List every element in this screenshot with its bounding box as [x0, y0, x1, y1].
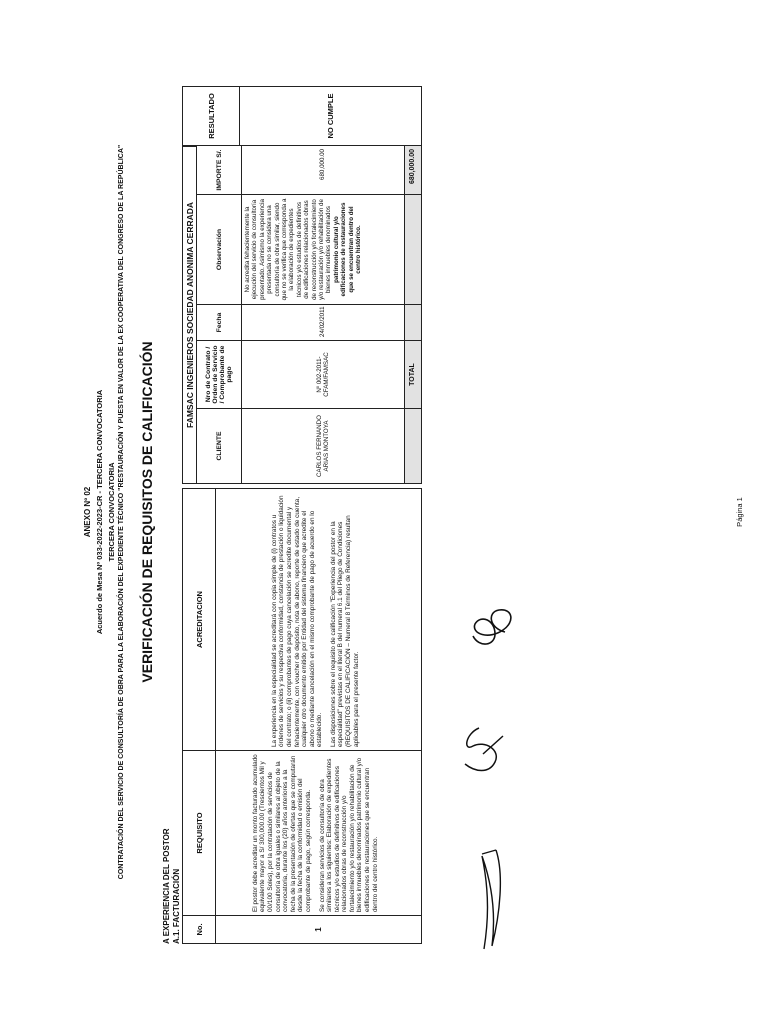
signature-loop: [465, 599, 525, 654]
total-empty-cell: [405, 305, 422, 341]
header-amount: IMPORTE S/.: [197, 146, 242, 195]
header-client: CLIENTE: [197, 409, 242, 484]
header-observation: Observación: [197, 195, 242, 305]
accreditation-cell: [216, 489, 422, 751]
total-row: [405, 146, 422, 484]
total-label: TOTAL: [405, 341, 422, 409]
contract-description: CONTRATACIÓN DEL SERVICIO DE CONSULTORÍA DE OBRA PARA LA ELABORACIÓN DEL EXPEDIENTE TÉCNICO "RESTAURACIÓN Y PUESTA EN VALOR DE LA EX COOPERATIVA DEL CONGRESO DE LA REPÚBLICA": [118, 144, 125, 880]
header-result: RESULTADO: [183, 87, 240, 146]
requirement-paragraph-2: Se consideran servicios de consultoría de obra similares a los siguientes: Elaboración de expedientes técnicos y/o estudios de definitivos de edificaciones relacionados obras de reconstrucción y/o fortalecimiento y/o restauración y/o rehabilitación de bienes inmuebles denominados patrimonio cultural y/o edificaciones de restauraciones que se encuentran dentro del centro histórico.: [318, 757, 379, 912]
total-amount: 680,000.00: [405, 146, 422, 195]
requirements-header-row: [183, 489, 216, 944]
accreditation-paragraph-2: Las disposiciones sobre el requisito de calificación "Experiencia del postor en la especialidad" previstas en el literal B del numeral 6.1 del Pliego de Condiciones (REQUISITOS DE CALIFICACIÓN – Numeral 8 Términos de Referencia) resultan aplicables para el presente factor.: [329, 515, 360, 747]
requirement-paragraph-1: El postor debe acreditar un monto facturado acumulado equivalente mayor a S/ 300,000.00 (Trescientos Mil y 00/100 Soles), por la contratación de servicios de consultoría de obra iguales o similares al objeto de la convocatoria, durante los (20) años anteriores a la fecha de la presentación de ofertas que se computarán desde la fecha de la conformidad o emisión del comprobante de pago, según corresponda.: [251, 754, 312, 912]
requirements-table: [182, 488, 422, 944]
header-date: Fecha: [197, 305, 242, 341]
total-empty-cell: [405, 409, 422, 484]
table-row: [240, 87, 422, 146]
client-header-row: [197, 146, 242, 484]
requirement-cell: [216, 751, 422, 916]
table-row: [242, 146, 405, 484]
agreement-line: Acuerdo de Mesa Nº 033-2022-2023-CR - TERCERA CONVOCATORIA: [95, 389, 104, 635]
page-number: Página 1: [735, 497, 744, 527]
row-number: 1: [216, 916, 422, 944]
observation-cell: [242, 195, 405, 305]
result-status: NO CUMPLE: [240, 87, 422, 146]
date-cell: 24/02/2011: [242, 305, 405, 341]
section-title: A EXPERIENCIA DEL POSTOR: [162, 828, 171, 944]
convocation-line: TERCERA CONVOCATORIA: [107, 462, 116, 562]
accreditation-paragraph-1: La experiencia en la especialidad se acreditará con copia simple de (i) contratos u órdenes de servicios y su respectiva conformidad, constancia de prestación o liquidación del contrato; o (ii) comprobantes de pago cuya cancelación se acredite documental y fehacientemente, con voucher de depósito, nota de abono, reporte de estado de cuenta, cualquier otro documento emitido por Entidad del sistema financiero que acredite el abono o mediante cancelación en el mismo comprobante de pago de acuerdo en lo establecido.: [270, 495, 324, 747]
observation-text: No acredita fehacientemente la ejecución del servicio de consultoría presentado. Asimismo la experiencia presentada no se considera una consultoría de obra similar, siendo que no se verifica que corresponda a la elaboración de expedientes técnicos y/o estudios de definitivos de edificaciones relacionados obras de reconstrucción y/o fortalecimiento y/o restauración y/o rehabilitación de bienes inmuebles denominados: [244, 198, 333, 301]
header-contract: Nro de Contrato / Orden de Servicio / Comprobante de pago: [197, 341, 242, 409]
result-table: [182, 86, 422, 146]
result-header-row: [183, 87, 240, 146]
page-title: VERIFICACIÓN DE REQUISITOS DE CALIFICACIÓN: [139, 341, 155, 683]
contract-cell: Nº 002-2011-CFAM/FAMSAC: [242, 341, 405, 409]
annex-title: ANEXO Nº 02: [83, 486, 92, 538]
client-table: [196, 145, 422, 484]
table-row: [216, 489, 422, 944]
amount-cell: 680,000.00: [242, 146, 405, 195]
signature-initial: [455, 714, 510, 784]
company-section: [182, 146, 422, 484]
header-no: No.: [183, 916, 216, 944]
header-accreditation: ACREDITACION: [183, 489, 216, 751]
subsection-title: A.1. FACTURACIÓN: [172, 868, 181, 944]
header-requirement: REQUISITO: [183, 751, 216, 916]
observation-bold-text: patrimonio cultural y/o edificaciones de restauraciones que se encuentran dentro del centro histórico.: [332, 202, 363, 297]
signature-long-stroke: [462, 844, 522, 954]
client-cell: CARLOS FERNANDO ARIAS MONTOYA: [242, 409, 405, 484]
total-empty-cell: [405, 195, 422, 305]
company-name: FAMSAC INGENIEROS SOCIEDAD ANONIMA CERRADA: [182, 146, 196, 484]
